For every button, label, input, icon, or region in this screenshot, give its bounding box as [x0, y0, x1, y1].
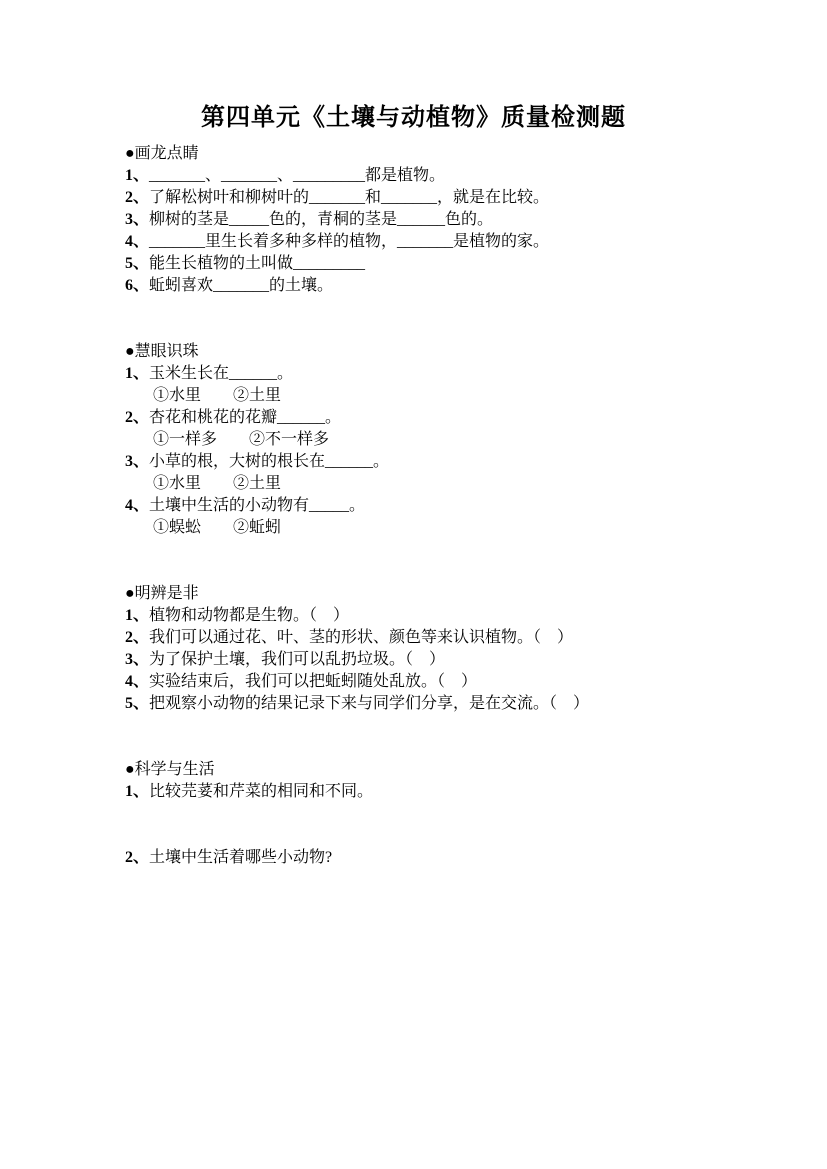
question-number: 1、 [125, 167, 150, 184]
document-body [125, 143, 747, 869]
question-line [125, 781, 747, 803]
question-text: 小草的根，大树的根长在______。 [149, 453, 390, 470]
question-number: 3、 [125, 453, 150, 470]
title-row [0, 0, 827, 134]
question-line [125, 165, 747, 187]
question-number: 3、 [125, 651, 150, 668]
question-number: 6、 [125, 277, 150, 294]
question-line [125, 649, 747, 671]
page-title: 第四单元《土壤与动植物》质量检测题 [201, 104, 626, 131]
question-line [125, 495, 747, 517]
options-line: ①水里 ②土里 [153, 475, 282, 492]
question-text: 我们可以通过花、叶、茎的形状、颜色等来认识植物。（ ） [149, 629, 574, 646]
question-line [125, 451, 747, 473]
question-number: 2、 [125, 849, 150, 866]
question-line [125, 187, 747, 209]
question-line [125, 275, 747, 297]
question-text: 植物和动物都是生物。（ ） [149, 607, 350, 624]
question-number: 1、 [125, 783, 150, 800]
question-line [125, 693, 747, 715]
section-true-false [125, 583, 747, 715]
question-line [125, 847, 747, 869]
question-text: 土壤中生活的小动物有_____。 [149, 497, 366, 514]
section-heading: ●科学与生活 [125, 761, 215, 778]
question-number: 4、 [125, 233, 150, 250]
question-text: 蚯蚓喜欢_______的土壤。 [149, 277, 334, 294]
question-text: 把观察小动物的结果记录下来与同学们分享，是在交流。（ ） [149, 695, 590, 712]
question-text: 实验结束后，我们可以把蚯蚓随处乱放。（ ） [149, 673, 478, 690]
question-text: 柳树的茎是_____色的，青桐的茎是______色的。 [149, 211, 494, 228]
section-science-and-life [125, 759, 747, 869]
question-line [125, 363, 747, 385]
question-line [125, 231, 747, 253]
question-line [125, 253, 747, 275]
question-text: _______、_______、_________都是植物。 [149, 167, 446, 184]
question-text: 为了保护土壤，我们可以乱扔垃圾。（ ） [149, 651, 446, 668]
question-number: 5、 [125, 695, 150, 712]
question-line [125, 671, 747, 693]
question-text: _______里生长着多种多样的植物，_______是植物的家。 [149, 233, 550, 250]
question-text: 杏花和桃花的花瓣______。 [149, 409, 342, 426]
question-text: 比较芫荽和芹菜的相同和不同。 [149, 783, 374, 800]
section-heading: ●明辨是非 [125, 585, 199, 602]
question-number: 2、 [125, 409, 150, 426]
section-heading: ●画龙点睛 [125, 145, 199, 162]
question-number: 2、 [125, 629, 150, 646]
question-text: 能生长植物的土叫做_________ [149, 255, 366, 272]
question-line [125, 627, 747, 649]
question-text: 玉米生长在______。 [149, 365, 294, 382]
question-line [125, 605, 747, 627]
question-line [125, 209, 747, 231]
question-number: 1、 [125, 607, 150, 624]
question-line [125, 407, 747, 429]
question-number: 5、 [125, 255, 150, 272]
question-number: 3、 [125, 211, 150, 228]
question-text: 了解松树叶和柳树叶的_______和_______，就是在比较。 [149, 189, 550, 206]
options-line: ①一样多 ②不一样多 [153, 431, 330, 448]
options-line: ①蜈蚣 ②蚯蚓 [153, 519, 282, 536]
section-heading: ●慧眼识珠 [125, 343, 199, 360]
question-number: 2、 [125, 189, 150, 206]
question-number: 1、 [125, 365, 150, 382]
question-number: 4、 [125, 497, 150, 514]
options-line: ①水里 ②土里 [153, 387, 282, 404]
section-multiple-choice [125, 341, 747, 539]
section-fill-in-blanks [125, 143, 747, 297]
question-number: 4、 [125, 673, 150, 690]
question-text: 土壤中生活着哪些小动物? [149, 849, 333, 866]
